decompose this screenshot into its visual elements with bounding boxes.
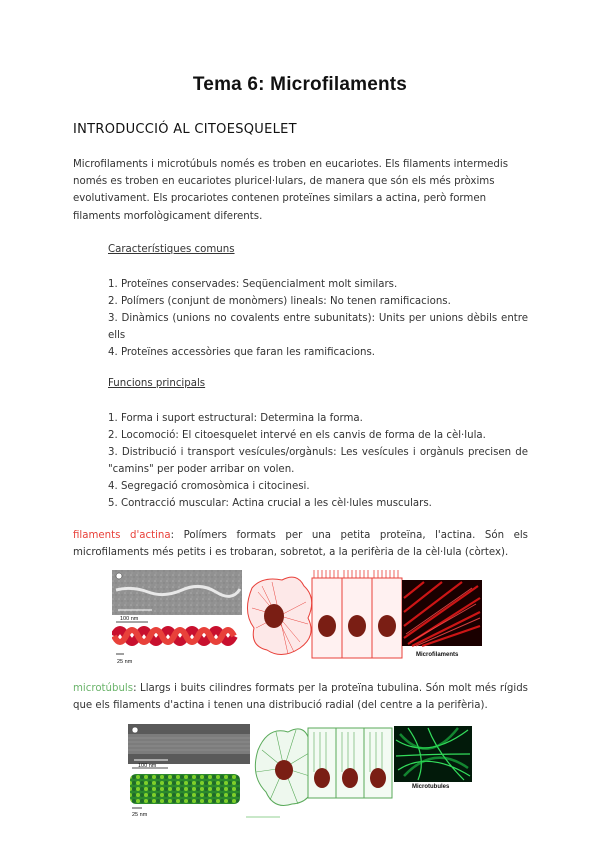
microtubules-scale-2: 25 nm: [132, 812, 148, 818]
list-item: 3. Dinàmics (unions no covalents entre subunitats): Units per unions dèbils entre ells: [108, 313, 528, 341]
actin-cell-drawing: [247, 577, 311, 654]
list-item: 1. Proteïnes conservades: Seqüencialment molt similars.: [108, 279, 398, 290]
microtubules-term: microtúbuls: [73, 683, 134, 694]
actin-term: filaments d'actina: [73, 530, 171, 541]
actin-paragraph: [73, 527, 528, 561]
intro-line: Microfilaments i microtúbuls només es troben en eucariotes. Els filaments intermedis: [73, 159, 509, 170]
microtubules-figure-label: Microtubules: [412, 784, 450, 790]
actin-text: : Polímers formats per una petita proteïna, l'actina. Són els microfilaments més petits i es trobaran, sobretot, a la perifèria de la cèl·lula (còrtex).: [73, 530, 528, 559]
list-item: 4. Segregació cromosòmica i citocinesi.: [108, 481, 310, 492]
actin-figure: [112, 568, 492, 668]
actin-scale-1: 100 nm: [120, 616, 139, 622]
intro-line: evolutivament. Els procariotes contenen proteïnes similars a actina, però formen: [73, 193, 487, 205]
actin-figure-label: Microfilaments: [416, 652, 459, 658]
common-list: [108, 276, 528, 361]
actin-epithelial-drawing: [312, 570, 402, 658]
microtubules-text: : Llargs i buits cilindres formats per la proteïna tubulina. Són molt més rígids que els filaments d'actina i tenen una distribució radial (del centre a la perifèria).: [73, 683, 528, 712]
divider: [246, 816, 280, 818]
list-item: 5. Contracció muscular: Actina crucial a les cèl·lules musculars.: [108, 498, 432, 509]
microtubules-paragraph: [73, 680, 528, 714]
intro-line: filaments morfològicament diferents.: [73, 210, 263, 222]
intro-line: només es troben en eucariotes pluricel·lulars, de manera que són els més pròxims: [73, 176, 495, 188]
list-item: 2. Locomoció: El citoesquelet intervé en els canvis de forma de la cèl·lula.: [108, 430, 486, 441]
intro-paragraph: [73, 156, 528, 225]
list-item: 3. Distribució i transport vesícules/orgànuls: Les vesícules i orgànuls precisen de "camins" per poder arribar on volen.: [108, 447, 528, 475]
functions-list: [108, 410, 528, 512]
microtubules-scale-1: 100 nm: [138, 763, 157, 769]
list-item: 1. Forma i suport estructural: Determina la forma.: [108, 413, 363, 424]
functions-heading: Funcions principals: [108, 378, 206, 389]
section-heading: INTRODUCCIÓ AL CITOESQUELET: [73, 122, 297, 137]
microtubules-figure: [128, 720, 478, 825]
list-item: 4. Proteïnes accessòries que faran les ramificacions.: [108, 347, 376, 358]
actin-scale-2: 25 nm: [117, 659, 133, 665]
list-item: 2. Polímers (conjunt de monòmers) lineals: No tenen ramificacions.: [108, 296, 451, 307]
common-heading: Característiques comuns: [108, 244, 235, 255]
microtubules-epithelial-drawing: [308, 728, 392, 798]
microtubule-cylinder-model: [130, 774, 240, 804]
page-title: Tema 6: Microfilaments: [192, 74, 408, 95]
